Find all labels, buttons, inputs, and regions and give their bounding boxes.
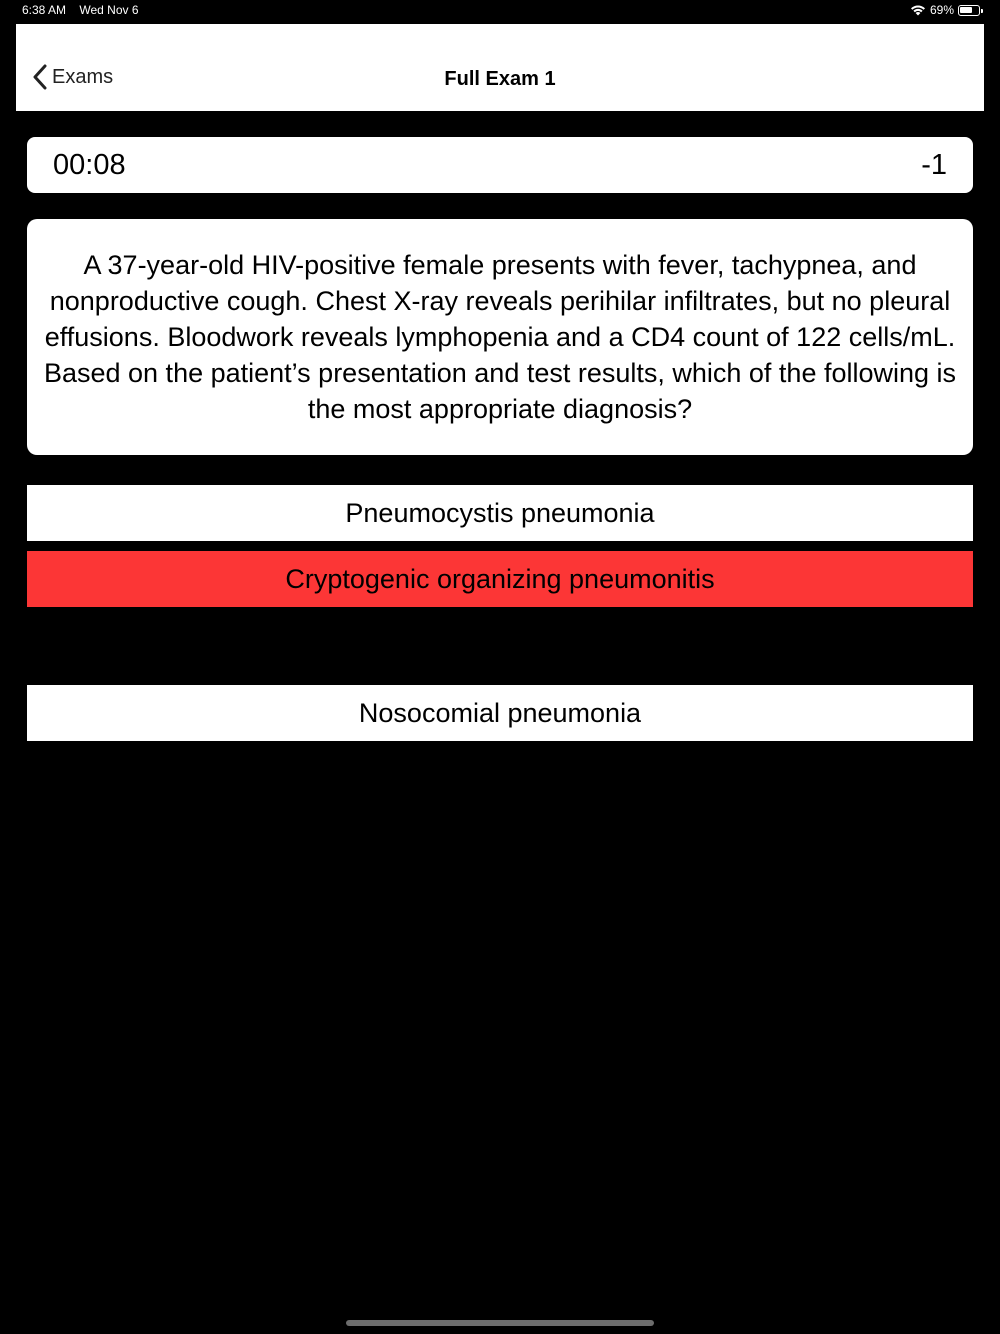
battery-icon — [958, 5, 980, 16]
status-date: Wed Nov 6 — [79, 3, 139, 17]
home-indicator[interactable] — [346, 1320, 654, 1326]
battery-percent: 69% — [929, 3, 954, 17]
question-card — [27, 219, 973, 455]
answer-label: Pneumocystis pneumonia — [345, 497, 655, 528]
answer-option-4[interactable] — [27, 685, 973, 741]
answer-label: Nosocomial pneumonia — [358, 697, 642, 728]
status-bar — [0, 0, 1000, 22]
answer-option-1[interactable] — [27, 485, 973, 541]
status-time: 6:38 AM — [22, 3, 67, 17]
answer-label: Cryptogenic organizing pneumonitis — [285, 563, 715, 594]
battery-level — [960, 7, 972, 13]
timer-bar — [27, 137, 973, 193]
back-label: Exams — [52, 65, 114, 88]
answer-option-3-hidden — [27, 618, 973, 674]
answer-option-2-incorrect[interactable] — [27, 551, 973, 607]
elapsed-timer: 00:08 — [53, 149, 126, 181]
score-counter: -1 — [921, 149, 947, 181]
question-text: A 37-year-old HIV-positive female presents with fever, tachypnea, and nonproductive cough. Chest X-ray reveals perihilar infiltrates, but no pleural effusions. Bloodwork reveals lymphopenia and a CD4 count of 122 cells/mL. Based on the patient’s presentation and test results, which of the following is the most appropriate diagnosis? — [43, 250, 957, 424]
navigation-bar — [16, 24, 984, 111]
wifi-icon — [910, 4, 926, 16]
status-left — [22, 0, 149, 20]
status-right — [910, 0, 980, 20]
page-title: Full Exam 1 — [444, 68, 556, 90]
